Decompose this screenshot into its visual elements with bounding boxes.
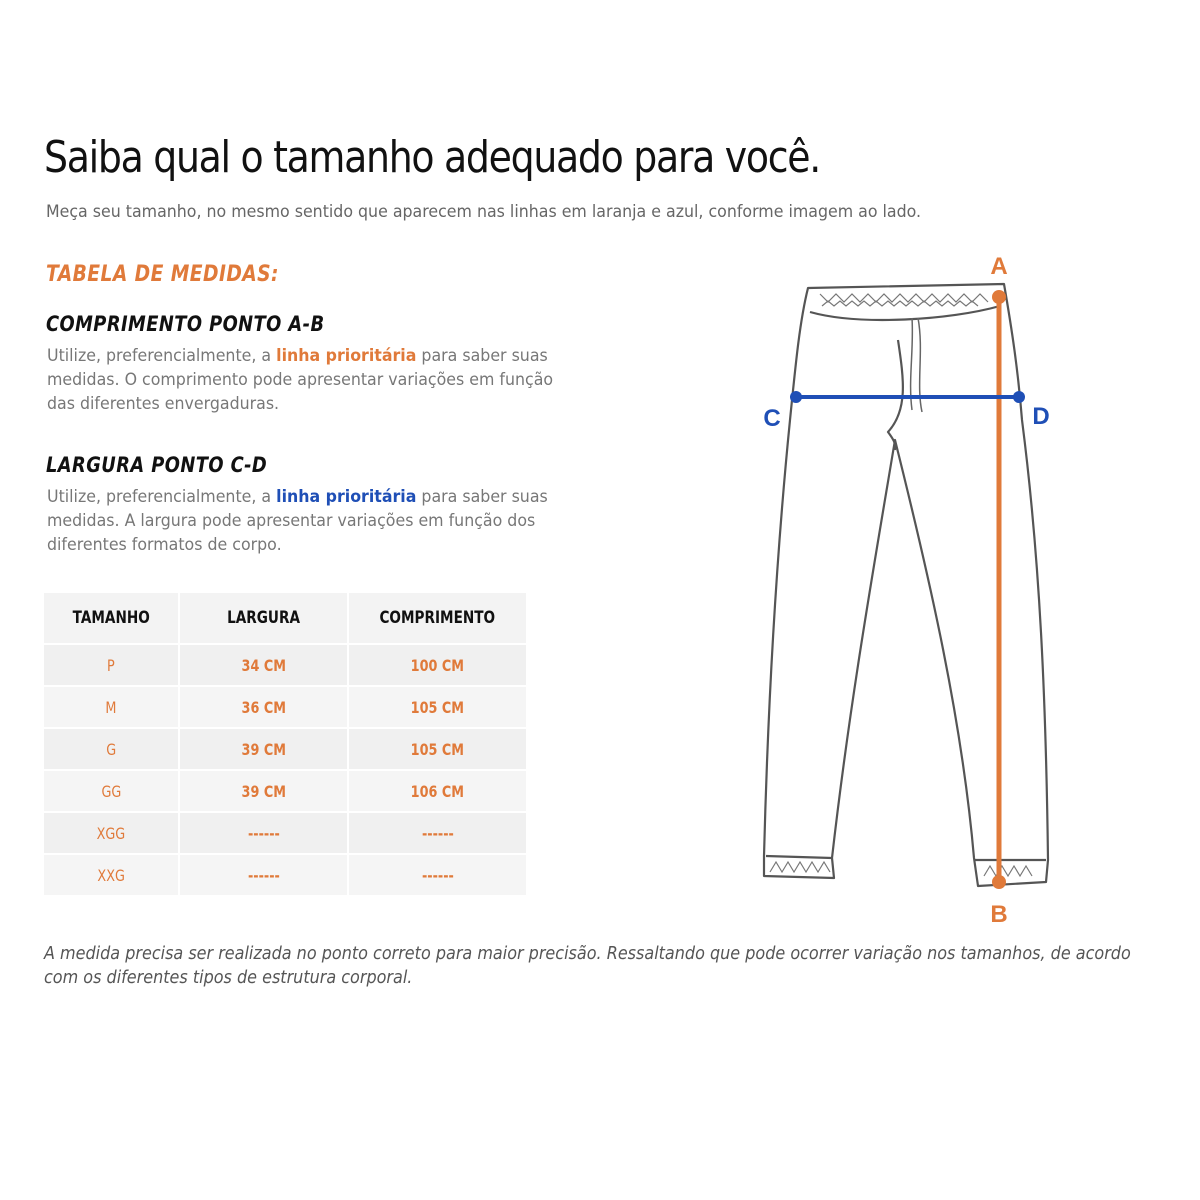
table-row	[44, 685, 528, 727]
width-cell: ------	[180, 811, 349, 853]
length-cell: 105 CM	[349, 685, 528, 727]
waistband-line	[810, 306, 1000, 320]
waistband-pattern	[820, 294, 988, 306]
header-comprimento-label: COMPRIMENTO	[379, 608, 496, 628]
size-cell: M	[44, 685, 180, 727]
table-row	[44, 643, 528, 685]
length-cell: ------	[349, 811, 528, 853]
size-cell: XXG	[44, 853, 180, 895]
label-b: B	[990, 901, 1008, 928]
table-heading: TABELA DE MEDIDAS:	[46, 262, 279, 287]
point-d-marker	[1013, 391, 1025, 403]
length-desc-after: para saber suas medidas. O comprimento pode apresentar variações em função das diferentes envergaduras.	[47, 346, 554, 414]
header-largura-label: LARGURA	[227, 608, 301, 628]
size-cell: XGG	[44, 811, 180, 853]
table-row	[44, 811, 528, 853]
footnote: A medida precisa ser realizada no ponto correto para maior precisão. Ressaltando que pode ocorrer variação nos tamanhos, de acordo com os diferentes tipos de estrutura corporal.	[44, 943, 1131, 988]
width-section-description	[47, 485, 568, 557]
label-d: D	[1032, 403, 1050, 430]
size-table-header-row	[44, 593, 528, 643]
width-cell: 34 CM	[180, 643, 349, 685]
length-cell: 106 CM	[349, 769, 528, 811]
length-desc-before: Utilize, preferencialmente, a	[47, 346, 277, 366]
point-b-marker	[992, 875, 1006, 889]
length-cell: 105 CM	[349, 727, 528, 769]
pants-diagram	[740, 250, 1080, 940]
table-row	[44, 727, 528, 769]
size-table	[44, 593, 528, 895]
length-cell: ------	[349, 853, 528, 895]
width-cell: 39 CM	[180, 727, 349, 769]
width-desc-after: para saber suas medidas. A largura pode apresentar variações em função dos diferentes formatos de corpo.	[47, 487, 548, 555]
size-cell: G	[44, 727, 180, 769]
width-section-title: LARGURA PONTO C-D	[46, 453, 268, 477]
length-section-description	[47, 344, 568, 416]
page-title: Saiba qual o tamanho adequado para você.	[44, 132, 821, 183]
length-cell: 100 CM	[349, 643, 528, 685]
page-subtitle: Meça seu tamanho, no mesmo sentido que aparecem nas linhas em laranja e azul, conforme imagem ao lado.	[46, 202, 922, 222]
pants-outline	[764, 284, 1048, 886]
width-cell: 36 CM	[180, 685, 349, 727]
width-cell: ------	[180, 853, 349, 895]
pants-silhouette	[764, 284, 1048, 886]
width-priority-highlight: linha prioritária	[276, 487, 417, 507]
size-cell: P	[44, 643, 180, 685]
header-comprimento	[349, 593, 528, 643]
left-cuff-line	[766, 856, 832, 858]
header-tamanho	[44, 593, 180, 643]
point-c-marker	[790, 391, 802, 403]
point-a-marker	[992, 290, 1006, 304]
table-row	[44, 853, 528, 895]
width-desc-before: Utilize, preferencialmente, a	[47, 487, 277, 507]
table-row	[44, 769, 528, 811]
length-section-title: COMPRIMENTO PONTO A-B	[46, 312, 325, 336]
cuff-patterns	[770, 862, 1032, 876]
length-priority-highlight: linha prioritária	[276, 346, 417, 366]
label-a: A	[990, 253, 1008, 280]
header-tamanho-label: TAMANHO	[72, 608, 150, 628]
size-cell: GG	[44, 769, 180, 811]
label-c: C	[763, 405, 781, 432]
width-cell: 39 CM	[180, 769, 349, 811]
header-largura	[180, 593, 349, 643]
